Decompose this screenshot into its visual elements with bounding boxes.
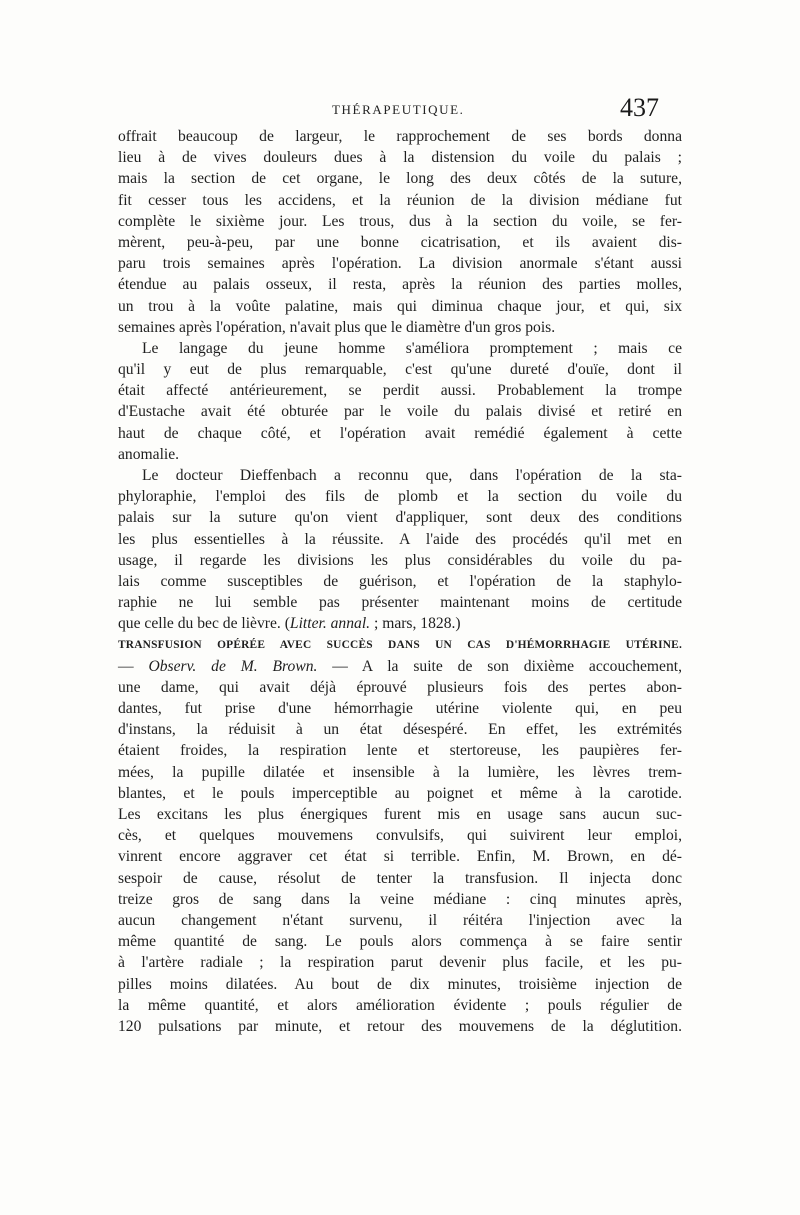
text-line: fit cesser tous les accidens, et la réunion de la division médiane fut	[118, 191, 682, 209]
paragraph-1	[118, 126, 682, 338]
text-line: lieu à de vives douleurs dues à la distension du voile du palais ;	[118, 149, 682, 167]
text-line: vinrent encore aggraver cet état si terrible. Enfin, M. Brown, en dé-	[118, 848, 682, 866]
page-number: 437	[620, 93, 659, 122]
text-line: étaient froides, la respiration lente et stertoreuse, les paupières fer-	[118, 742, 682, 760]
text-line: — A la suite de son dixième accouchement,	[317, 657, 682, 675]
text-line: usage, il regarde les divisions les plus considérables du voile du pa-	[118, 551, 682, 569]
text-line: haut de chaque côté, et l'opération avait remédié également à cette	[118, 424, 682, 442]
text-line: même quantité de sang. Le pouls alors commença à se faire sentir	[118, 933, 682, 951]
paragraph-4	[118, 677, 682, 1037]
text-line: 120 pulsations par minute, et retour des mouvemens de la déglutition.	[118, 1017, 682, 1035]
text-line: cès, et quelques mouvemens convulsifs, qui suivirent leur emploi,	[118, 827, 682, 845]
text-line-with-citation	[118, 613, 682, 634]
text-line: lais comme susceptibles de guérison, et l'opération de la staphylo-	[118, 572, 682, 590]
text-line: d'instans, la réduisit à un état désespéré. En effet, les extrémités	[118, 721, 682, 739]
paragraph-2	[118, 338, 682, 465]
observer-credit: Observ. de M. Brown.	[148, 657, 318, 675]
text-line: une dame, qui avait déjà éprouvé plusieurs fois des pertes abon-	[118, 678, 682, 696]
text-line: mèrent, peu-à-peu, par une bonne cicatrisation, et ils avaient dis-	[118, 233, 682, 251]
paragraph-3	[118, 465, 682, 635]
text-line: les plus essentielles à la réussite. A l'aide des procédés qu'il met en	[118, 530, 682, 548]
text-line: offrait beaucoup de largeur, le rapprochement de ses bords donna	[118, 128, 682, 145]
text-line: palais sur la suture qu'on vient d'appliquer, sont deux des conditions	[118, 509, 682, 527]
text-line: raphie ne lui semble pas présenter maintenant moins de certitude	[118, 594, 682, 612]
text-line: d'Eustache avait été obturée par le voile du palais divisé et retiré en	[118, 403, 682, 421]
observer-dash: —	[118, 657, 149, 675]
section-heading	[118, 635, 682, 677]
text-line: anomalie.	[118, 445, 180, 463]
text-line: treize gros de sang dans la veine médiane : cinq minutes après,	[118, 890, 682, 908]
observer-line	[118, 656, 682, 677]
running-title: THÉRAPEUTIQUE.	[332, 102, 465, 117]
citation-open: (	[284, 615, 290, 633]
text-line: phyloraphie, l'emploi des fils de plomb et la section du voile du	[118, 488, 682, 506]
text-line: Les excitans les plus énergiques furent mis en usage sans aucun suc-	[118, 806, 682, 823]
text-line: sespoir de cause, résolut de tenter la transfusion. Il injecta donc	[118, 869, 682, 887]
text-line: un trou à la voûte palatine, mais qui diminua chaque jour, et qui, six	[118, 297, 682, 315]
citation-journal: Litter. annal.	[289, 615, 371, 633]
text-line: à l'artère radiale ; la respiration parut devenir plus facile, et les pu-	[118, 954, 682, 972]
text-line: paru trois semaines après l'opération. La division anormale s'étant aussi	[118, 255, 682, 273]
text-line: que celle du bec de lièvre.	[118, 615, 281, 633]
text-line: semaines après l'opération, n'avait plus que le diamètre d'un gros pois.	[118, 318, 556, 336]
text-line: dantes, fut prise d'une hémorrhagie utérine violente qui, en peu	[118, 700, 682, 718]
citation-date: ; mars, 1828.)	[370, 615, 461, 633]
text-line: Le langage du jeune homme s'améliora promptement ; mais ce	[142, 339, 682, 357]
section-title: TRANSFUSION OPÉRÉE AVEC SUCCÈS DANS UN CAS D'HÉMORRHAGIE UTÉRINE.	[118, 638, 682, 651]
page-header	[0, 88, 800, 128]
text-line: mais la section de cet organe, le long des deux côtés de la suture,	[118, 170, 682, 188]
body-text	[118, 126, 682, 1037]
text-line: Le docteur Dieffenbach a reconnu que, dans l'opération de la sta-	[142, 467, 682, 484]
text-line: la même quantité, et alors amélioration évidente ; pouls régulier de	[118, 996, 682, 1014]
text-line: complète le sixième jour. Les trous, dus à la section du voile, se fer-	[118, 212, 682, 230]
text-line: aucun changement n'étant survenu, il réitéra l'injection avec la	[118, 911, 682, 929]
text-line: étendue au palais osseux, il resta, après la réunion des parties molles,	[118, 276, 682, 294]
text-line: pilles moins dilatées. Au bout de dix minutes, troisième injection de	[118, 975, 682, 993]
text-line: blantes, et le pouls imperceptible au poignet et même à la carotide.	[118, 784, 682, 802]
text-line: mées, la pupille dilatée et insensible à la lumière, les lèvres trem-	[118, 763, 682, 781]
text-line: qu'il y eut de plus remarquable, c'est qu'une dureté d'ouïe, dont il	[118, 361, 682, 379]
text-line: était affecté antérieurement, se perdit aussi. Probablement la trompe	[118, 382, 682, 400]
